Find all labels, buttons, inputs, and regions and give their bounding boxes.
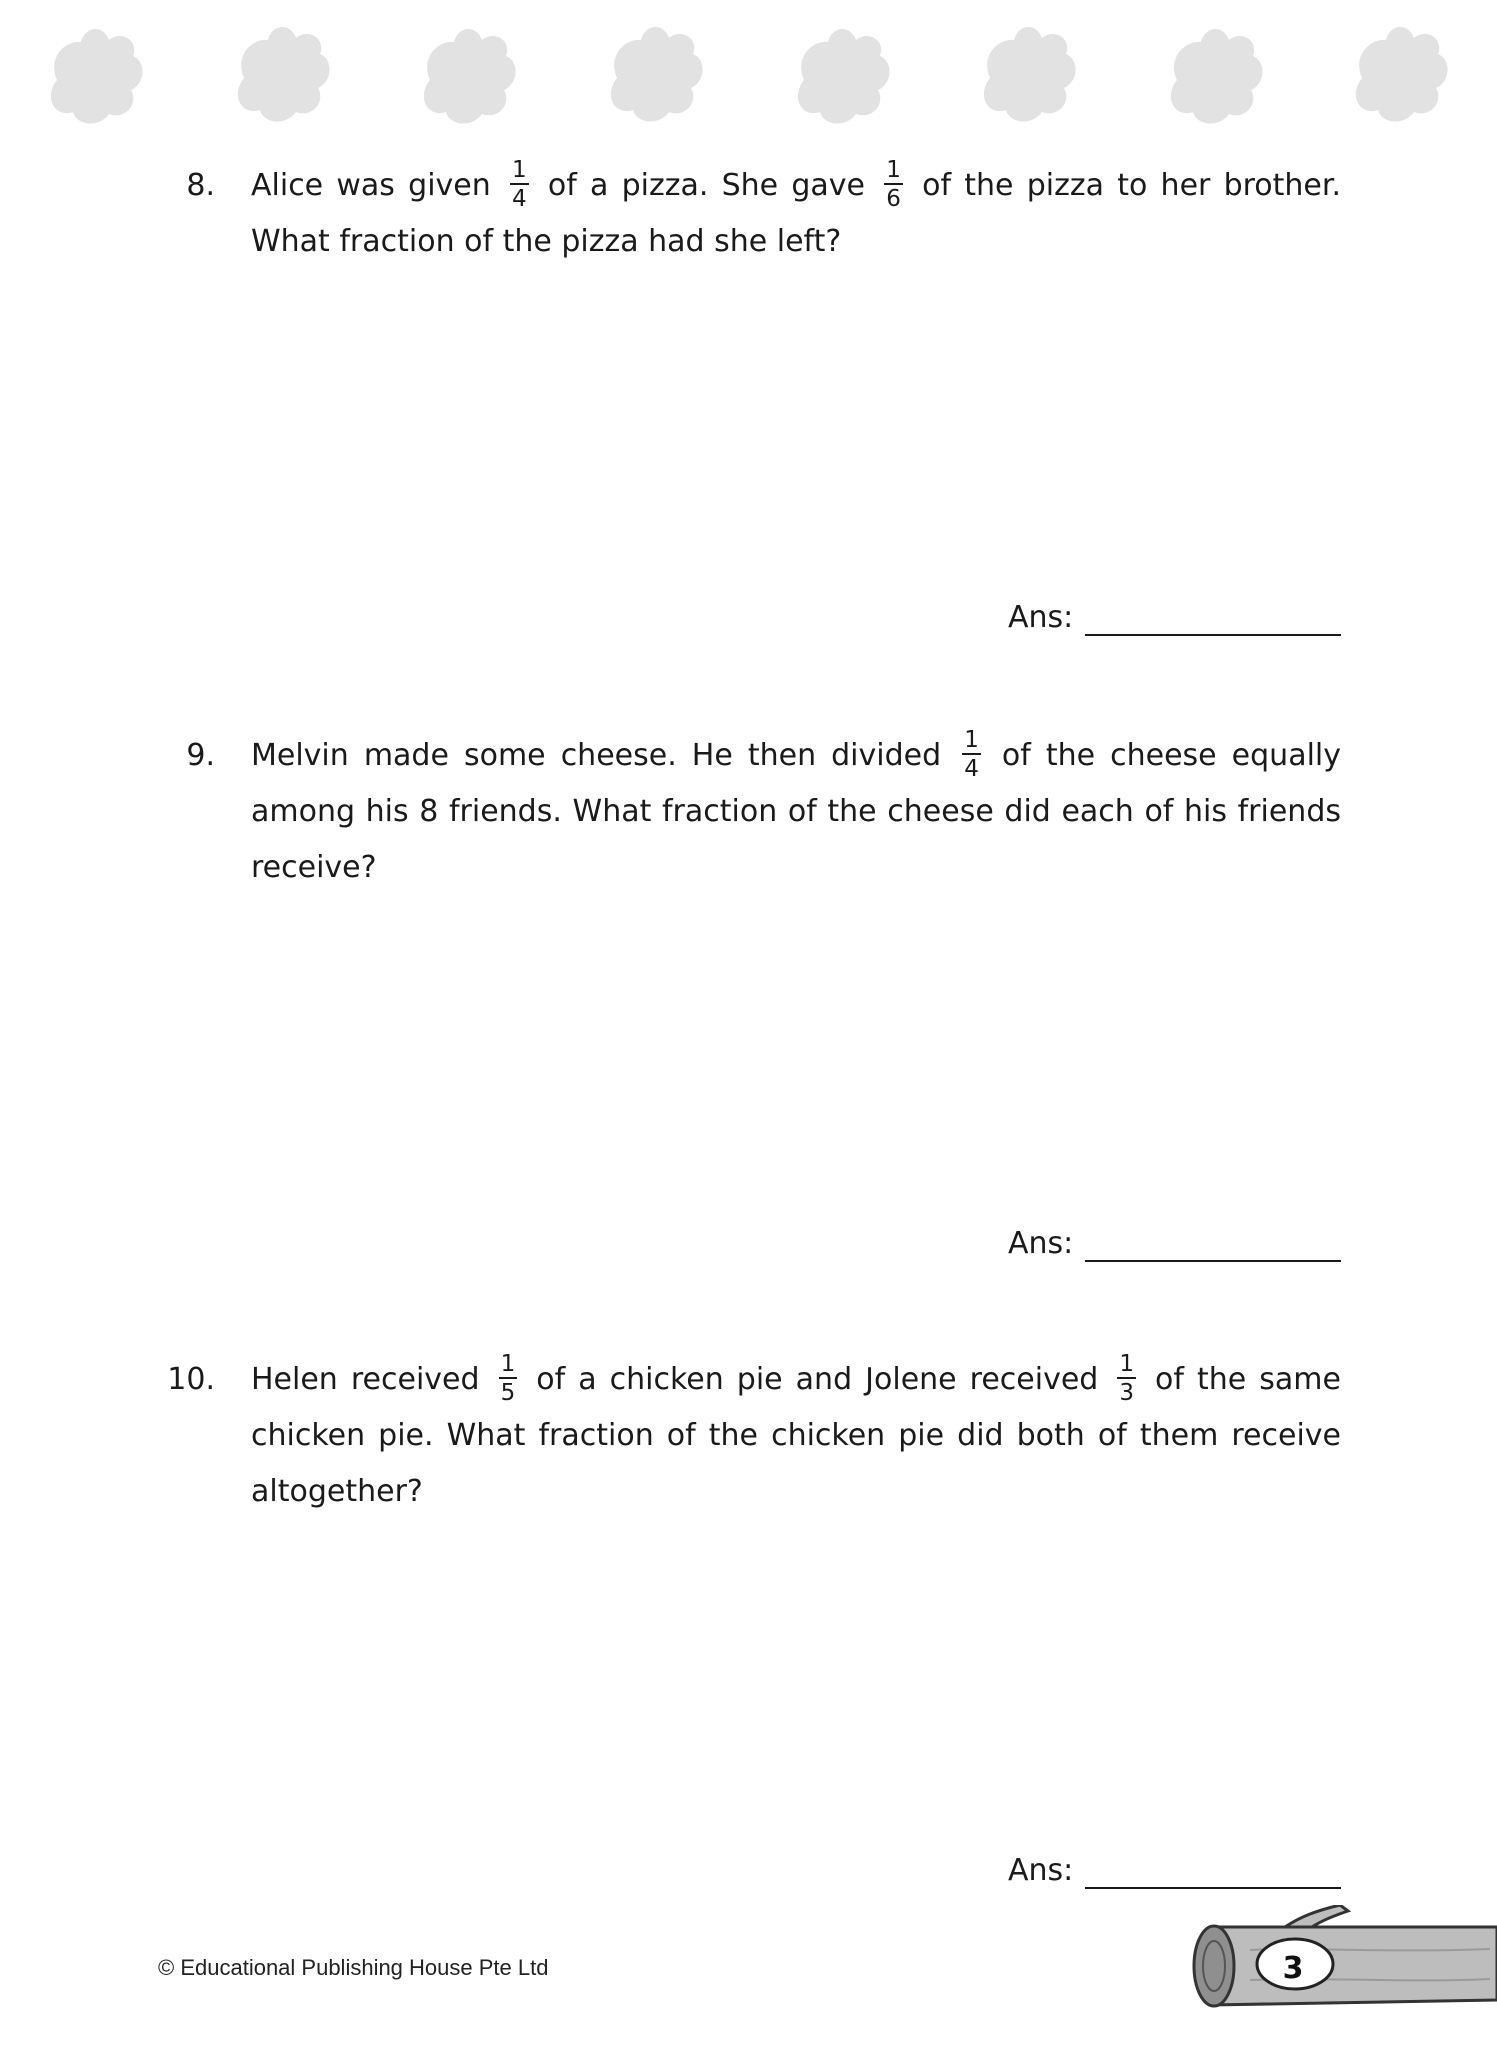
- fraction-numerator: 1: [511, 157, 527, 183]
- paw-print-border: [0, 0, 1497, 130]
- copyright-text: © Educational Publishing House Pte Ltd: [158, 1955, 549, 1980]
- question-text-segment: of the pizza to her brother. What fraction of the pizza had she left?: [251, 168, 1342, 259]
- fraction: [1117, 1353, 1136, 1404]
- paw-icon: [51, 29, 143, 124]
- question-text-segment: Helen received: [251, 1362, 493, 1397]
- paw-icon: [1356, 27, 1448, 122]
- fraction-denominator: 6: [886, 186, 901, 212]
- paw-icon: [1171, 29, 1263, 124]
- answer-line[interactable]: [1085, 1857, 1341, 1889]
- question-text-segment: of the same chicken pie. What fraction of the chicken pie did both of them receive altogether?: [251, 1362, 1341, 1509]
- paw-icon: [798, 29, 890, 124]
- answer-field-9[interactable]: [1008, 1222, 1341, 1262]
- paw-icon: [424, 29, 516, 124]
- question-text-segment: of the cheese equally among his 8 friends. What fraction of the cheese did each of his friends receive?: [251, 738, 1342, 885]
- fraction: [499, 1353, 518, 1404]
- paw-icon: [984, 27, 1076, 122]
- question-text: [251, 1352, 1341, 1520]
- question-text: [251, 728, 1341, 896]
- fraction: [510, 159, 529, 210]
- question-text-segment: of a chicken pie and Jolene received: [523, 1362, 1112, 1397]
- paw-icon: [238, 27, 330, 122]
- answer-label: Ans:: [1008, 600, 1074, 635]
- answer-label: Ans:: [1008, 1226, 1074, 1261]
- question-text: [251, 158, 1341, 270]
- fraction-denominator: 4: [511, 186, 527, 212]
- answer-field-8[interactable]: [1008, 596, 1341, 636]
- fraction-numerator: 1: [1119, 1351, 1135, 1377]
- answer-line[interactable]: [1085, 604, 1341, 636]
- question-text-segment: of a pizza. She gave: [534, 168, 879, 203]
- question-text-segment: Alice was given: [251, 168, 504, 203]
- question-text-segment: Melvin made some cheese. He then divided: [251, 738, 957, 773]
- fraction-denominator: 3: [1119, 1380, 1135, 1406]
- fraction-numerator: 1: [886, 157, 901, 183]
- question-number: 8.: [186, 168, 215, 203]
- fraction-denominator: 4: [964, 756, 979, 782]
- fraction-numerator: 1: [500, 1351, 516, 1377]
- paw-icon: [611, 27, 703, 122]
- question-number: 10.: [167, 1362, 215, 1397]
- fraction-numerator: 1: [964, 727, 979, 753]
- fraction: [962, 729, 981, 780]
- fraction-denominator: 5: [500, 1380, 516, 1406]
- log-icon: [1190, 1905, 1497, 2015]
- fraction: [884, 159, 903, 210]
- answer-line[interactable]: [1085, 1230, 1341, 1262]
- answer-field-10[interactable]: [1008, 1849, 1341, 1889]
- question-number: 9.: [186, 738, 215, 773]
- answer-label: Ans:: [1008, 1853, 1074, 1888]
- page-number: 3: [1282, 1950, 1304, 1986]
